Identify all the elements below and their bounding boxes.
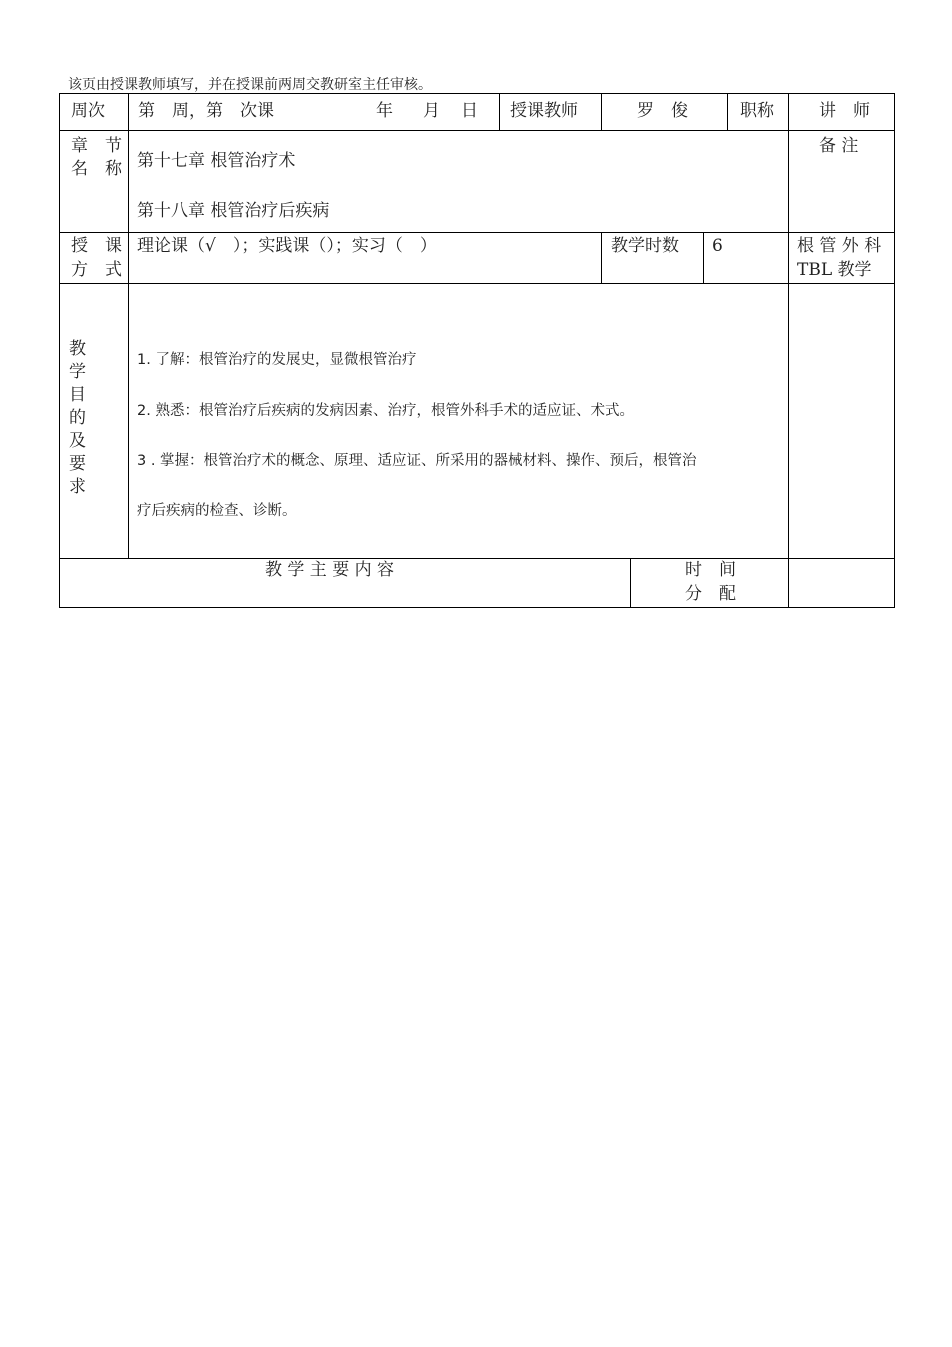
year-label: 年 bbox=[376, 101, 393, 121]
teacher-name: 罗 俊 bbox=[637, 101, 688, 121]
teacher-name-cell bbox=[601, 93, 728, 131]
method-remark-cell bbox=[788, 232, 895, 284]
method-remark-line1: 根 管 外 科 bbox=[797, 236, 882, 256]
objectives-char-7: 求 bbox=[69, 477, 86, 497]
instruction-note: 该页由授课教师填写，并在授课前两周交教研室主任审核。 bbox=[68, 77, 432, 93]
hours-label-cell bbox=[601, 232, 704, 284]
method-remark-line2: TBL 教学 bbox=[797, 260, 872, 280]
chapter-label-line1: 章 节 bbox=[71, 136, 122, 156]
objective-item-2: 2. 熟悉：根管治疗后疾病的发病因素、治疗，根管外科手术的适应证、术式。 bbox=[137, 403, 634, 419]
title-value: 讲 师 bbox=[819, 101, 870, 121]
objectives-char-5: 及 bbox=[69, 431, 86, 451]
objectives-content-cell bbox=[128, 283, 789, 559]
lesson-plan-table bbox=[59, 93, 895, 608]
time-header-line2: 分 配 bbox=[685, 584, 736, 604]
method-label-line1: 授 课 bbox=[71, 236, 122, 256]
remark-label-cell bbox=[788, 130, 895, 233]
method-value-cell bbox=[128, 232, 602, 284]
content-header-label: 教 学 主 要 内 容 bbox=[265, 560, 395, 580]
title-value-cell bbox=[788, 93, 895, 131]
method-label-cell bbox=[59, 232, 129, 284]
title-label: 职称 bbox=[740, 101, 774, 121]
teacher-label-cell bbox=[499, 93, 602, 131]
time-header-line1: 时 间 bbox=[685, 560, 736, 580]
objective-item-3-line1: 3 . 掌握：根管治疗术的概念、原理、适应证、所采用的器械材料、操作、预后，根管治 bbox=[137, 453, 697, 469]
week-value-cell bbox=[128, 93, 500, 131]
objectives-char-2: 学 bbox=[69, 362, 86, 382]
method-label-line2: 方 式 bbox=[71, 260, 122, 280]
objective-item-3-line2: 疗后疾病的检查、诊断。 bbox=[137, 503, 297, 519]
remark-label: 备 注 bbox=[819, 136, 859, 156]
hours-value-cell bbox=[703, 232, 789, 284]
time-header-cell bbox=[630, 558, 789, 608]
hours-label: 教学时数 bbox=[611, 236, 679, 256]
week-label: 周次 bbox=[71, 101, 105, 121]
method-value: 理论课（√ ）；实践课（）；实习（ ） bbox=[137, 236, 437, 256]
day-label: 日 bbox=[461, 101, 478, 121]
objectives-char-4: 的 bbox=[69, 408, 86, 428]
objectives-remark-cell bbox=[788, 283, 895, 559]
chapter-label-line2: 名 称 bbox=[71, 159, 122, 179]
content-header-cell bbox=[59, 558, 631, 608]
objectives-char-6: 要 bbox=[69, 454, 86, 474]
week-value: 第 周，第 次课 bbox=[138, 101, 274, 121]
hours-value: 6 bbox=[712, 236, 723, 256]
chapter-name-cell bbox=[128, 130, 789, 233]
week-label-cell bbox=[59, 93, 129, 131]
chapter-label-cell bbox=[59, 130, 129, 233]
objectives-label-cell bbox=[59, 283, 129, 559]
chapter-18: 第十八章 根管治疗后疾病 bbox=[137, 201, 330, 221]
title-label-cell bbox=[727, 93, 789, 131]
objective-item-1: 1. 了解：根管治疗的发展史，显微根管治疗 bbox=[137, 352, 417, 368]
objectives-char-1: 教 bbox=[69, 339, 86, 359]
chapter-17: 第十七章 根管治疗术 bbox=[137, 151, 296, 171]
teacher-label: 授课教师 bbox=[510, 101, 578, 121]
objectives-char-3: 目 bbox=[69, 385, 86, 405]
month-label: 月 bbox=[423, 101, 440, 121]
content-remark-cell bbox=[788, 558, 895, 608]
